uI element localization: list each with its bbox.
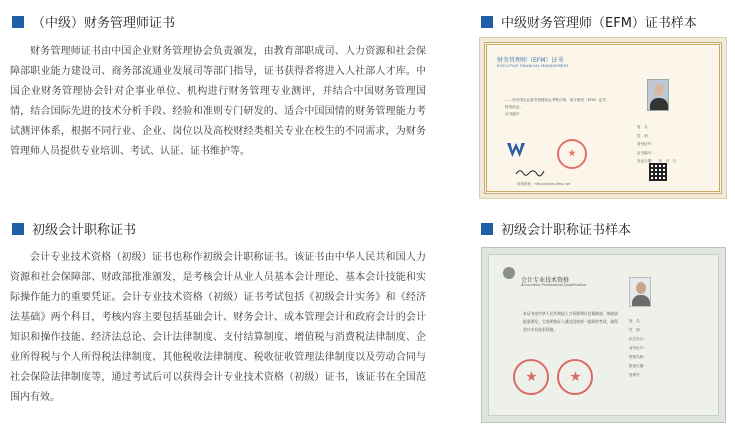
- accounting-section-title-text: 初级会计职称证书: [32, 223, 137, 238]
- cert-field: 批准日期：: [629, 364, 647, 368]
- emblem-icon: [503, 267, 515, 279]
- cert-field: 性 别：: [629, 328, 644, 332]
- accounting-certificate-image: [481, 247, 726, 423]
- cert-field: 身份证号：: [629, 346, 647, 350]
- cert-fields: [629, 317, 647, 380]
- cert-field: 发证日期： 年 月 日: [637, 159, 677, 163]
- section-marker-icon: [481, 16, 493, 28]
- signature-icon: [515, 167, 545, 177]
- cert-field: 身份证号：: [637, 142, 655, 146]
- red-seal-icon: [513, 359, 549, 395]
- red-seal-icon: [557, 139, 587, 169]
- efm-section-title-text: （中级）财务管理师证书: [32, 16, 176, 31]
- cert-field: 证书编号：: [637, 150, 655, 155]
- accounting-section-title: [12, 219, 136, 238]
- cert-field: 资格名称：: [629, 355, 647, 359]
- red-seal-icon: [557, 359, 593, 395]
- cert-title: 会计专业技术资格: [521, 277, 570, 284]
- association-logo-icon: [507, 143, 525, 157]
- cert-url: 查询网址：http://www.cfma.net: [517, 182, 571, 186]
- cert-body: 本证书由中华人民共和国人力资源和社会保障部、财政部批准颁发。它表明持证人通过国家统一组织的考试，取得会计专业技术资格。: [523, 311, 618, 332]
- cert-photo: [647, 79, 669, 111]
- cert-subtitle: Accounting Professional Qualification: [521, 283, 587, 287]
- accounting-sample-title-text: 初级会计职称证书样本: [501, 223, 632, 238]
- efm-sample-title-text: 中级财务管理师（EFM）证书样本: [501, 16, 697, 31]
- cert-subtitle: EXECUTIVE FINANCIAL MANAGEMENT: [497, 64, 569, 68]
- efm-sample-title: [481, 12, 697, 31]
- efm-description: 财务管理师证书由中国企业财务管理协会负责颁发，由教育部职成司、人力资源和社会保障部职业能力建设司、商务部流通业发展司等部门指导，证书获得者将进入人社部人才库。中国企业财务管理协会针对企事业单位、机构进行财务管理专业测评，并结合中国财务管理国情，结合国际先进的技术分析手段、经验和准则专门研发的、适合中国国情的财务管理能力考试测评体系，根据不同行业、企业、岗位以及高校财经类相关专业在校生的不同需求，为财务管理师人员提供专业培训、考试、认证、证书维护等。: [10, 46, 426, 157]
- cert-body-line: ……经中国企业财务管理协会考核合格，准予颁发（EFM）证书，特发此证。: [505, 98, 610, 109]
- efm-certificate-image: [479, 37, 727, 199]
- cert-body: [505, 97, 610, 118]
- cert-fields: [637, 123, 677, 166]
- cert-field: 管理号：: [629, 373, 644, 377]
- cert-title: 财务管理师（EFM）证书: [497, 57, 564, 64]
- cert-field: 出生年月：: [629, 337, 647, 341]
- accounting-description: 会计专业技术资格（初级）证书也称作初级会计职称证书。该证书由中华人民共和国人力资源和社会保障部、财政部批准颁发，是考核会计从业人员基本会计理论、基本会计技能和实际操作能力的重要凭证。会计专业技术资格（初级）证书考试包括《初级会计实务》和《经济法基础》两个科目，考核内容主要包括基础会计、财务会计、成本管理会计和政府会计的会计知识和操作技能、经济法总论、会计法律制度、支付结算制度、增值税与消费税法律制度、企业所得税与个人所得税法律制度、其他税收法律制度、税收征收管理法律制度以及劳动合同与社会保险法律制度等，通过考试后可以获得会计专业技术资格（初级）证书，该证书在全国范围内有效。: [10, 252, 426, 403]
- cert-field: 姓 名：: [637, 125, 652, 129]
- qr-code-icon: [649, 163, 667, 181]
- efm-section-title: [12, 12, 175, 31]
- cert-field: 姓 名：: [629, 319, 644, 323]
- section-marker-icon: [481, 223, 493, 235]
- cert-body-line: 证书编号：: [505, 112, 523, 116]
- section-marker-icon: [12, 16, 24, 28]
- cert-field: 性 别：: [637, 133, 652, 138]
- section-marker-icon: [12, 223, 24, 235]
- accounting-sample-title: [481, 219, 631, 238]
- cert-photo: [629, 277, 651, 307]
